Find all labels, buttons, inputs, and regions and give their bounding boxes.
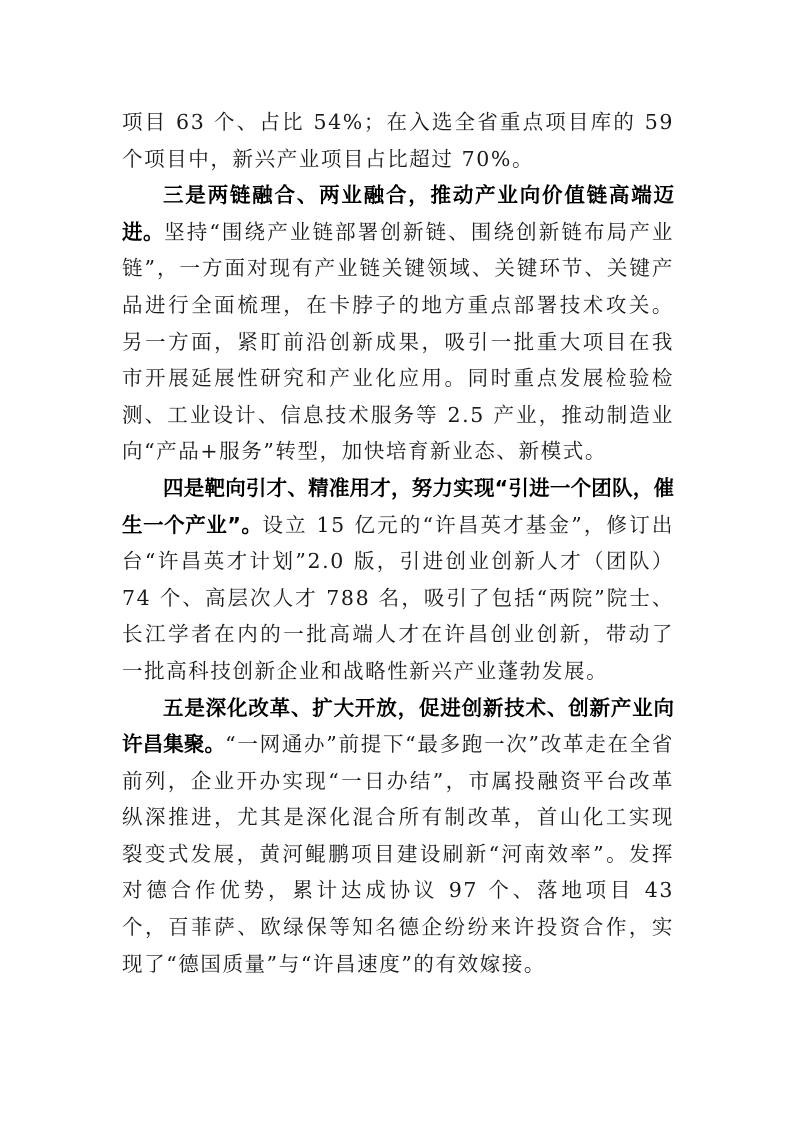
paragraph-heading: 三是两链融合、两业融合，推动产业向价值链高端迈进。 xyxy=(122,183,674,244)
paragraph-body: 项目 63 个、占比 54%；在入选全省重点项目库的 59 个项目中，新兴产业项目占比超过 70%。 xyxy=(122,110,674,171)
paragraph-body: 设立 15 亿元的“许昌英才基金”，修订出台“许昌英才计划”2.0 版，引进创业创新人才（团队）74 个、高层次人才 788 名，吸引了包括“两院”院士、长江学者在内的一批高端人才在许昌创业创新，带动了一批高科技创新企业和战略性新兴产业蓬勃发展。 xyxy=(122,512,674,683)
paragraph-point-four xyxy=(122,470,674,690)
paragraph-body: 坚持“围绕产业链部署创新链、围绕创新链布局产业链”，一方面对现有产业链关键领域、关键环节、关键产品进行全面梳理，在卡脖子的地方重点部署技术攻关。另一方面，紧盯前沿创新成果，吸引一批重大项目在我市开展延展性研究和产业化应用。同时重点发展检验检测、工业设计、信息技术服务等 2.5 产业，推动制造业向“产品+服务”转型，加快培育新业态、新模式。 xyxy=(122,219,675,464)
paragraph-point-five xyxy=(122,690,674,983)
paragraph-point-three xyxy=(122,177,674,470)
paragraph-continuation xyxy=(122,104,674,177)
paragraph-body: “一网通办”前提下“最多跑一次”改革走在全省前列，企业开办实现“一日办结”，市属投融资平台改革纵深推进，尤其是深化混合所有制改革，首山化工实现裂变式发展，黄河鲲鹏项目建设刷新“河南效率”。发挥对德合作优势，累计达成协议 97 个、落地项目 43 个，百菲萨、欧绿保等知名德企纷纷来许投资合作，实现了“德国质量”与“许昌速度”的有效嫁接。 xyxy=(122,732,675,976)
document-page xyxy=(122,104,674,982)
paragraph-heading: 五是深化改革、扩大开放，促进创新技术、创新产业向许昌集聚。 xyxy=(122,695,674,757)
paragraph-heading: 四是靶向引才、精准用才，努力实现“引进一个团队，催生一个产业”。 xyxy=(122,475,674,537)
